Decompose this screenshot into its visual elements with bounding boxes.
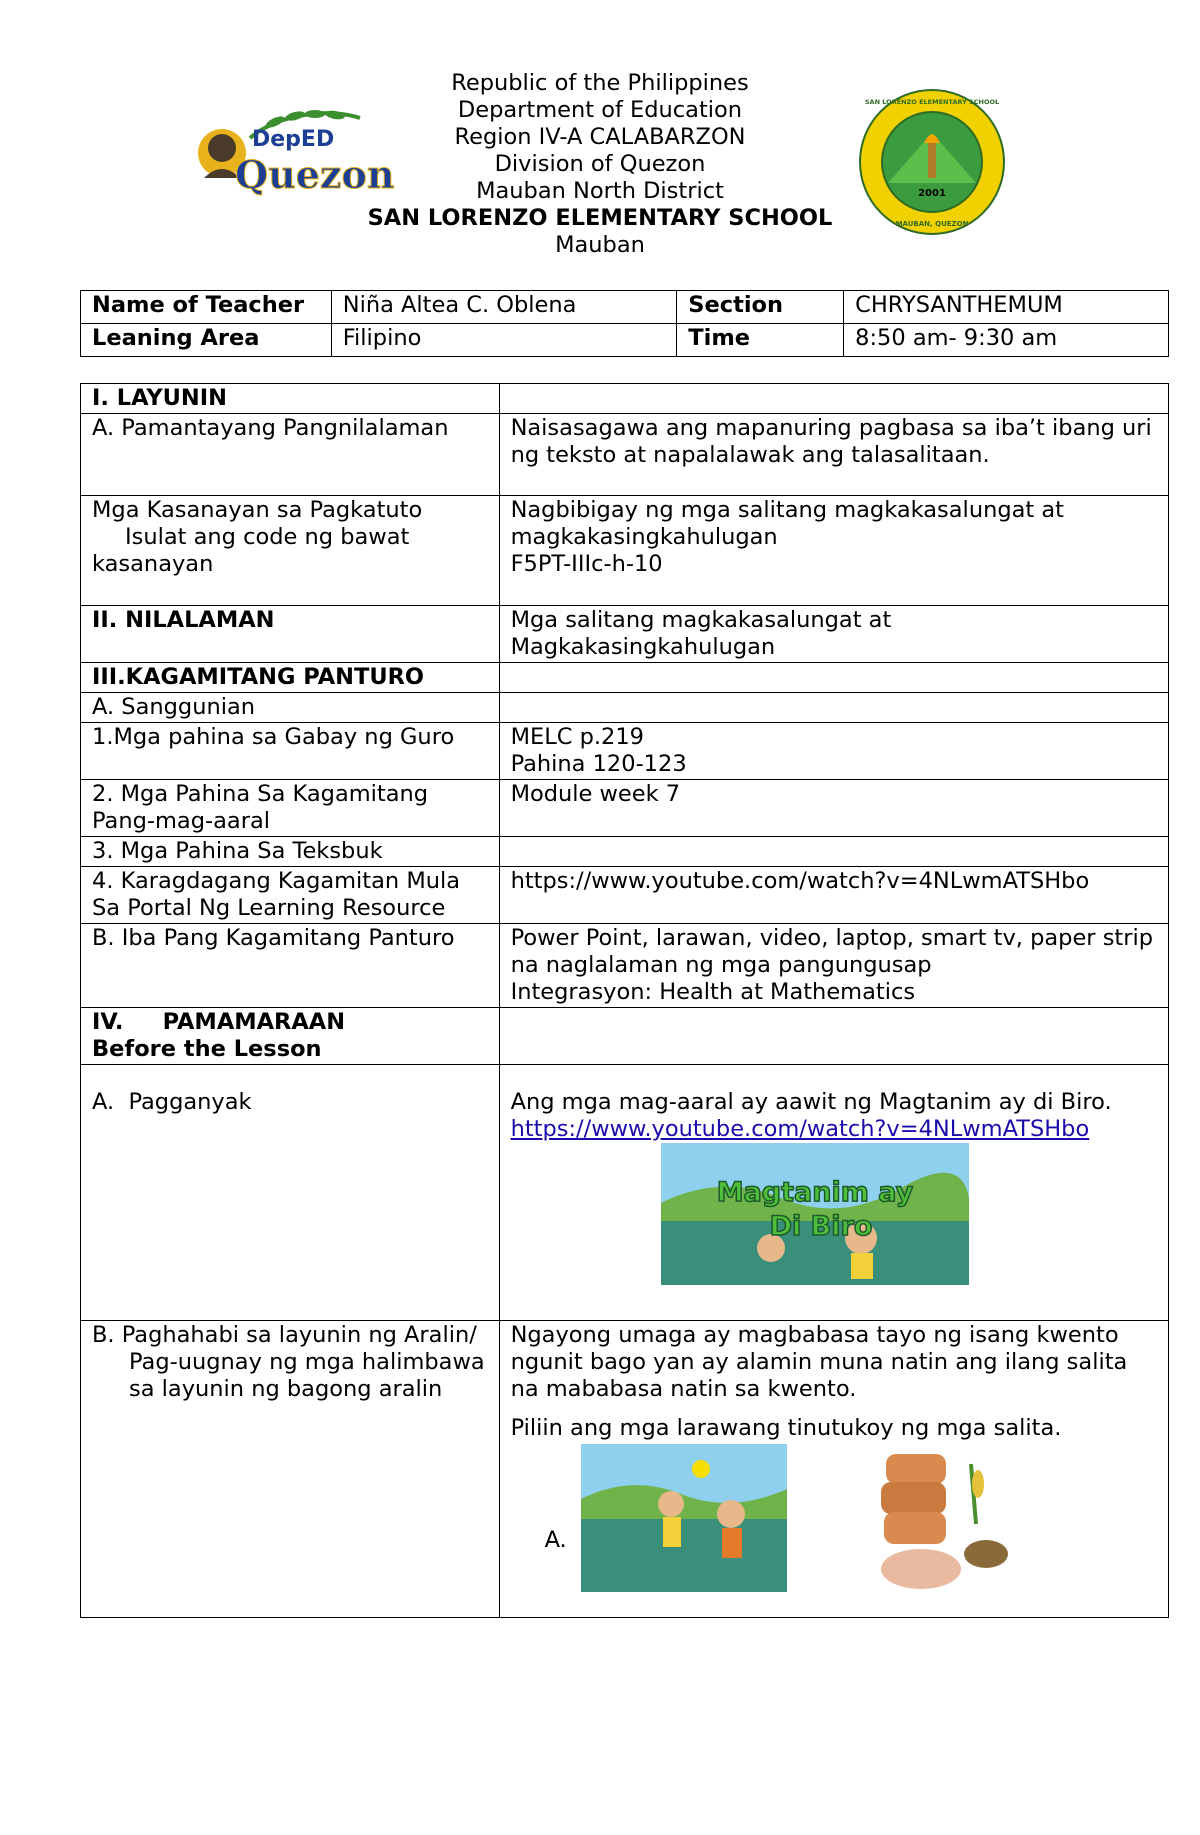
pagganyak-value: Ang mga mag-aaral ay aawit ng Magtanim ay di Biro. [510,1089,1112,1115]
nilalaman-value: Mga salitang magkakasalungat at [510,607,892,633]
header-line: Republic of the Philippines [451,70,749,96]
pagganyak-label: A. Pagganyak [92,1089,252,1115]
letterhead [0,70,1200,259]
school-name: SAN LORENZO ELEMENTARY SCHOOL [367,205,833,231]
time-value: 8:50 am- 9:30 am [844,324,1169,357]
logo-brand-top: DepED [252,127,335,152]
area-value: Filipino [331,324,677,357]
rice-sacks-picture[interactable] [876,1444,1026,1594]
layunin-heading: I. LAYUNIN [81,384,500,414]
iba-value: Power Point, larawan, video, laptop, smart tv, paper strip na naglalaman ng mga pangungusap [510,925,1154,978]
video-title-line-2: Di Biro [769,1211,872,1242]
kasanayan-value: Nagbibigay ng mga salitang magkakasalungat at magkakasingkahulugan [510,497,1064,550]
town-name: Mauban [555,232,645,258]
teacher-value: Niña Altea C. Oblena [331,291,677,324]
time-label: Time [677,324,844,357]
paghahabi-instruction: Piliin ang mga larawang tinutukoy ng mga salita. [510,1415,1062,1441]
integrasyon-value: Integrasyon: Health at Mathematics [510,979,916,1005]
song-video-thumbnail[interactable] [661,1143,969,1285]
gabay-value: Pahina 120-123 [510,751,687,777]
seal-year: 2001 [918,188,946,199]
mag-aaral-label: 2. Mga Pahina Sa Kagamitang Pang-mag-aaral [81,780,500,837]
pamantayan-value: Naisasagawa ang mapanuring pagbasa sa iba’t ibang uri ng teksto at napalalawak ang talasalitaan. [499,414,1168,496]
paghahabi-value: Ngayong umaga ay magbabasa tayo ng isang kwento ngunit bago yan ay alamin muna natin ang ilang salita na mababasa natin sa kwento. [510,1322,1128,1402]
lesson-plan-table [80,383,1169,1618]
kasanayan-label: kasanayan [92,551,214,577]
seal-ring-text: SAN LORENZO ELEMENTARY SCHOOL [864,98,1000,106]
seal-place: MAUBAN, QUEZON [895,220,969,228]
gabay-value: MELC p.219 [510,724,644,750]
logo-brand-bottom: Quezon [235,152,395,197]
pamamaraan-heading: IV. PAMAMARAAN [92,1009,346,1035]
teksbuk-label: 3. Mga Pahina Sa Teksbuk [81,837,500,867]
gabay-label: 1.Mga pahina sa Gabay ng Guro [81,723,500,780]
section-value: CHRYSANTHEMUM [844,291,1169,324]
nilalaman-heading: II. NILALAMAN [81,606,500,663]
header-line: Department of Education [457,97,743,123]
video-title-line-1: Magtanim ay [716,1177,913,1208]
header-line: Division of Quezon [494,151,706,177]
portal-value: https://www.youtube.com/watch?v=4NLwmATSHbo [499,867,1168,924]
mag-aaral-value: Module week 7 [499,780,1168,837]
pamantayan-label: A. Pamantayang Pangnilalaman [81,414,500,496]
planting-rice-picture[interactable] [581,1444,787,1592]
portal-label: 4. Karagdagang Kagamitan Mula Sa Portal Ng Learning Resource [81,867,500,924]
pagganyak-link[interactable]: https://www.youtube.com/watch?v=4NLwmATSHbo [510,1116,1090,1142]
picture-choices [511,1444,1157,1616]
iba-label: B. Iba Pang Kagamitang Panturo [81,924,500,1008]
teacher-info-table [80,290,1169,357]
before-lesson-heading: Before the Lesson [92,1036,322,1062]
kasanayan-code: F5PT-IIIc-h-10 [510,551,663,577]
kasanayan-label: Mga Kasanayan sa Pagkatuto [92,497,423,523]
header-line: Mauban North District [476,178,724,204]
sanggunian-label: A. Sanggunian [81,693,500,723]
choice-a-label: A. [544,1527,567,1553]
area-label: Leaning Area [81,324,332,357]
section-label: Section [677,291,844,324]
teacher-label: Name of Teacher [81,291,332,324]
kagamitan-heading: III.KAGAMITANG PANTURO [81,663,500,693]
header-line: Region IV-A CALABARZON [454,124,746,150]
nilalaman-value: Magkakasingkahulugan [510,634,776,660]
kasanayan-label: Isulat ang code ng bawat [125,524,410,550]
paghahabi-label: B. Paghahabi sa layunin ng Aralin/ Pag-uugnay ng mga halimbawa sa layunin ng bagong aralin [81,1321,500,1618]
